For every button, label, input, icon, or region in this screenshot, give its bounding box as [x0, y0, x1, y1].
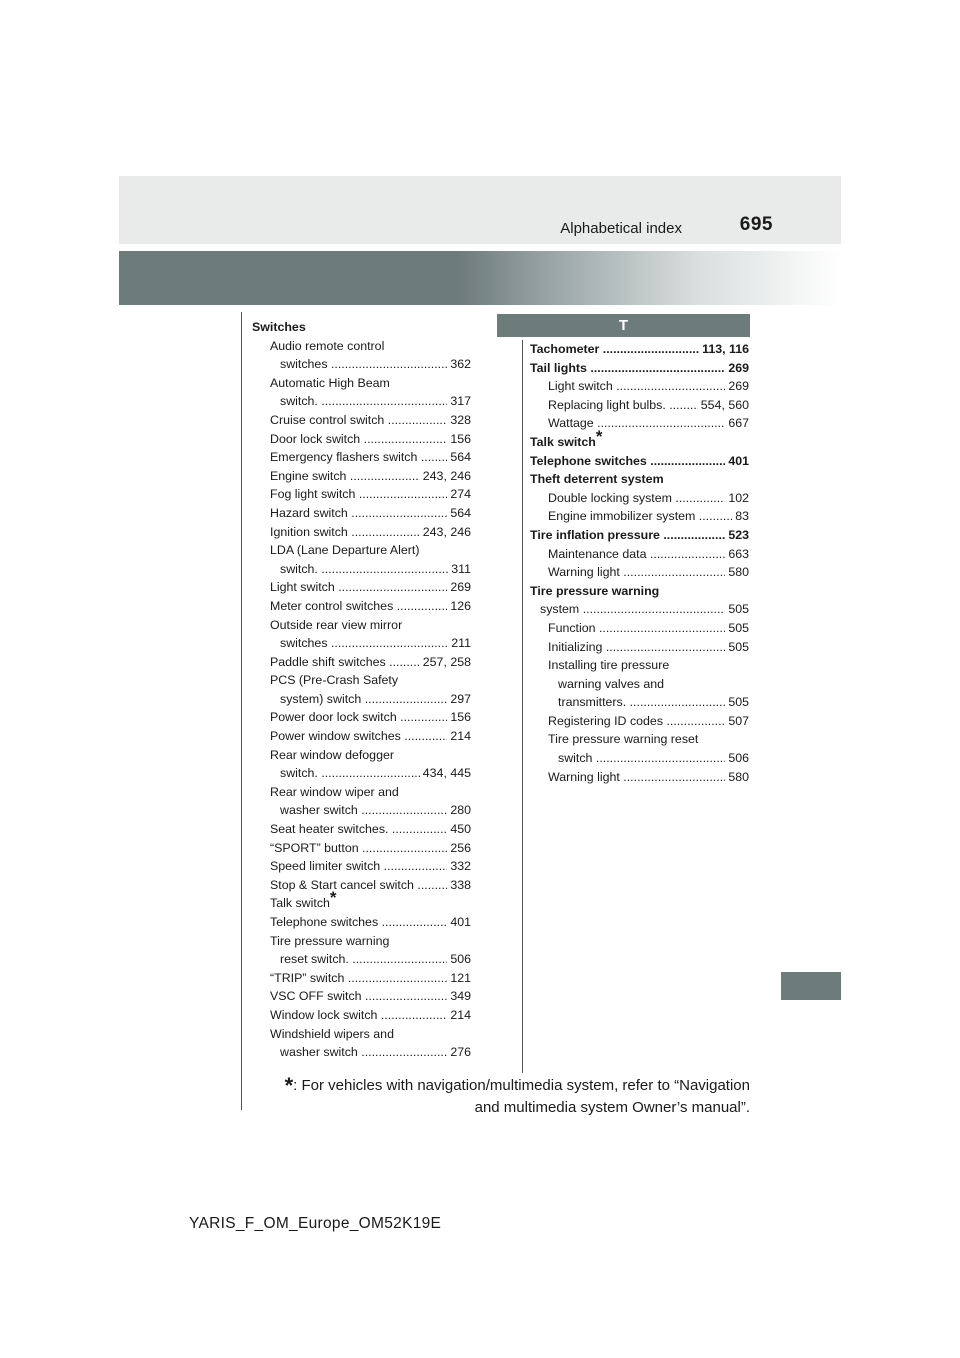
index-entry-text: switch. .....: [280, 392, 471, 411]
index-entry: [252, 690, 471, 709]
index-entry: [252, 448, 471, 467]
index-entry: [252, 634, 471, 653]
index-entry: [252, 541, 471, 560]
index-entry-page: 401: [447, 913, 471, 932]
index-entry-text: LDA (Lane Departure Alert): [270, 543, 420, 558]
index-entry-text: Tail lights .....: [530, 359, 749, 378]
index-entry-page: 156: [447, 708, 471, 727]
index-entry: [530, 749, 749, 768]
index-entry-page: 338: [447, 876, 471, 895]
index-entry: [252, 1006, 471, 1025]
index-entry: [252, 839, 471, 858]
index-entry-page: 663: [725, 545, 749, 564]
index-entry-page: 401: [725, 452, 749, 471]
page-header: [119, 176, 841, 244]
index-entry-page: 297: [447, 690, 471, 709]
index-entry: [252, 318, 471, 337]
index-entry-text: system .....: [540, 600, 749, 619]
index-entry-page: 667: [725, 414, 749, 433]
index-entry: [530, 582, 749, 601]
index-entry-text: switches .....: [280, 355, 471, 374]
footnote: [270, 1072, 750, 1119]
index-entry: [252, 653, 471, 672]
index-entry: [530, 730, 749, 749]
index-entry-text: switch .....: [558, 749, 749, 768]
index-entry-page: 269: [447, 578, 471, 597]
column-divider: [522, 340, 523, 1073]
footnote-line-1: [270, 1072, 750, 1097]
index-entry-page: 317: [447, 392, 471, 411]
index-entry: [252, 597, 471, 616]
document-id: YARIS_F_OM_Europe_OM52K19E: [189, 1215, 442, 1232]
index-entry-page: 506: [447, 950, 471, 969]
index-entry: [530, 693, 749, 712]
index-entry-text: Rear window defogger: [270, 747, 394, 762]
index-entry-page: 523: [725, 526, 749, 545]
index-entry: [252, 801, 471, 820]
index-entry-text: Window lock switch .....: [270, 1006, 471, 1025]
index-entry: [252, 1025, 471, 1044]
index-entry-page: 214: [447, 727, 471, 746]
index-entry-text: Rear window wiper and: [270, 784, 399, 799]
index-entry: [252, 913, 471, 932]
index-entry-page: 156: [447, 430, 471, 449]
index-entry-page: 362: [447, 355, 471, 374]
index-entry: [252, 430, 471, 449]
index-entry: [530, 470, 749, 489]
index-entry-page: 580: [725, 563, 749, 582]
index-entry: [530, 545, 749, 564]
index-entry: [530, 675, 749, 694]
index-entry: [252, 560, 471, 579]
index-entry: [530, 489, 749, 508]
index-entry: [252, 337, 471, 356]
index-entry: [252, 392, 471, 411]
index-entry: [252, 1043, 471, 1062]
index-entry-text: Tire pressure warning: [530, 583, 660, 598]
index-entry: [530, 638, 749, 657]
index-entry-page: 505: [725, 638, 749, 657]
index-entry-text: Talk switch*: [270, 888, 337, 911]
index-entry-text: Windshield wipers and: [270, 1026, 394, 1041]
index-entry: [530, 377, 749, 396]
index-entry-text: Stop & Start cancel switch .....: [270, 876, 471, 895]
index-entry-text: Engine switch .....: [270, 467, 471, 486]
section-side-tab: [781, 972, 841, 1000]
index-entry-page: 434, 445: [420, 764, 471, 783]
index-entry-text: Initializing .....: [548, 638, 749, 657]
index-entry-text: VSC OFF switch .....: [270, 987, 471, 1006]
index-entry-text: Power door lock switch .....: [270, 708, 471, 727]
index-entry-text: Emergency flashers switch .....: [270, 448, 471, 467]
index-entry: [530, 426, 749, 452]
index-entry-text: switch. .....: [280, 560, 471, 579]
index-entry: [530, 396, 749, 415]
index-entry-text: Replacing light bulbs. .....: [548, 396, 749, 415]
index-entry-text: Hazard switch .....: [270, 504, 471, 523]
footnote-reference-mark: *: [329, 888, 337, 908]
index-entry: [252, 764, 471, 783]
index-entry-text: “SPORT” button .....: [270, 839, 471, 858]
index-entry-page: 121: [447, 969, 471, 988]
index-entry: [530, 600, 749, 619]
index-entry-text: Light switch .....: [270, 578, 471, 597]
index-entry-page: 564: [447, 448, 471, 467]
index-column-left: [252, 318, 471, 1062]
footnote-text-1: : For vehicles with navigation/multimedia system, refer to “Navigation: [293, 1077, 750, 1094]
index-entry-text: Function .....: [548, 619, 749, 638]
index-entry: [530, 656, 749, 675]
index-entry: [252, 467, 471, 486]
index-entry: [252, 727, 471, 746]
index-entry: [530, 526, 749, 545]
index-entry-text: Seat heater switches. .....: [270, 820, 471, 839]
index-entry: [530, 414, 749, 433]
index-entry-text: Wattage .....: [548, 414, 749, 433]
index-entry-text: “TRIP” switch .....: [270, 969, 471, 988]
index-entry: [530, 768, 749, 787]
index-entry-text: Warning light .....: [548, 768, 749, 787]
index-entry-text: Outside rear view mirror: [270, 617, 403, 632]
index-entry-page: 505: [725, 619, 749, 638]
index-entry: [252, 950, 471, 969]
index-entry-text: washer switch .....: [280, 801, 471, 820]
index-entry-text: warning valves and: [558, 676, 665, 691]
index-entry: [252, 485, 471, 504]
index-entry: [252, 783, 471, 802]
index-entry: [530, 619, 749, 638]
header-band: [119, 251, 841, 305]
index-entry: [530, 563, 749, 582]
index-entry-page: 113, 116: [699, 340, 749, 359]
index-entry-text: reset switch. .....: [280, 950, 471, 969]
index-entry-page: 102: [725, 489, 749, 508]
index-entry: [530, 712, 749, 731]
index-entry-text: Double locking system .....: [548, 489, 749, 508]
index-entry: [252, 708, 471, 727]
index-entry-page: 505: [725, 600, 749, 619]
index-entry-page: 214: [447, 1006, 471, 1025]
index-entry-text: washer switch .....: [280, 1043, 471, 1062]
index-entry: [530, 359, 749, 378]
index-entry-text: Automatic High Beam: [270, 375, 390, 390]
index-entry-text: switches .....: [280, 634, 471, 653]
index-entry-text: Door lock switch .....: [270, 430, 471, 449]
index-entry-text: Maintenance data .....: [548, 545, 749, 564]
index-entry-text: Telephone switches .....: [270, 913, 471, 932]
index-entry-page: 554, 560: [698, 396, 749, 415]
index-entry: [252, 932, 471, 951]
footnote-mark: *: [284, 1073, 294, 1098]
index-entry-page: 280: [447, 801, 471, 820]
index-column-right: [530, 340, 749, 786]
footnote-line-2: and multimedia system Owner’s manual”.: [474, 1099, 750, 1116]
index-entry-text: Speed limiter switch .....: [270, 857, 471, 876]
index-entry-page: 450: [447, 820, 471, 839]
index-entry: [252, 671, 471, 690]
index-entry: [530, 340, 749, 359]
index-entry: [252, 523, 471, 542]
index-entry-text: Telephone switches .....: [530, 452, 749, 471]
index-entry: [252, 987, 471, 1006]
index-entry-text: Tire pressure warning: [270, 933, 390, 948]
index-entry-page: 269: [725, 359, 749, 378]
index-entry: [252, 857, 471, 876]
header-title: Alphabetical index: [560, 220, 682, 237]
index-entry: [252, 504, 471, 523]
index-entry: [530, 452, 749, 471]
index-entry-text: Tachometer .....: [530, 340, 749, 359]
index-entry: [252, 969, 471, 988]
index-entry: [252, 746, 471, 765]
index-entry-page: 580: [725, 768, 749, 787]
index-entry-page: 332: [447, 857, 471, 876]
index-entry-text: switch. .....: [280, 764, 471, 783]
index-entry-page: 507: [725, 712, 749, 731]
index-entry-page: 276: [447, 1043, 471, 1062]
index-entry-text: Installing tire pressure: [548, 658, 670, 673]
index-entry-page: 349: [447, 987, 471, 1006]
index-entry-page: 564: [447, 504, 471, 523]
index-entry-text: Talk switch*: [530, 426, 603, 449]
index-entry: [252, 411, 471, 430]
index-entry-text: Power window switches .....: [270, 727, 471, 746]
index-entry: [252, 876, 471, 895]
index-entry-page: 328: [447, 411, 471, 430]
section-letter: T: [497, 314, 750, 337]
index-entry-page: 243, 246: [420, 523, 471, 542]
index-entry-page: 311: [448, 560, 471, 579]
index-entry: [252, 820, 471, 839]
index-entry-page: 256: [447, 839, 471, 858]
index-entry: [252, 374, 471, 393]
index-entry-text: Ignition switch .....: [270, 523, 471, 542]
index-entry-text: Engine immobilizer system .....: [548, 507, 749, 526]
index-entry-text: PCS (Pre-Crash Safety: [270, 673, 399, 688]
index-entry-page: 243, 246: [420, 467, 471, 486]
index-entry-text: Tire inflation pressure .....: [530, 526, 749, 545]
index-entry-page: 274: [447, 485, 471, 504]
page-number: 695: [739, 214, 773, 235]
index-entry-text: Theft deterrent system: [530, 472, 664, 487]
index-entry: [252, 578, 471, 597]
index-entry-page: 211: [448, 634, 471, 653]
footnote-reference-mark: *: [595, 426, 603, 446]
index-entry-page: 257, 258: [420, 653, 471, 672]
index-entry: [252, 616, 471, 635]
index-entry-text: Audio remote control: [270, 338, 385, 353]
index-entry-text: system) switch .....: [280, 690, 471, 709]
index-entry-page: 126: [447, 597, 471, 616]
index-entry-text: Registering ID codes .....: [548, 712, 749, 731]
index-entry-page: 269: [725, 377, 749, 396]
index-entry-text: Light switch .....: [548, 377, 749, 396]
index-entry-text: Cruise control switch .....: [270, 411, 471, 430]
index-entry-text: Fog light switch .....: [270, 485, 471, 504]
index-entry-text: transmitters. .....: [558, 693, 749, 712]
index-entry: [530, 507, 749, 526]
index-entry: [252, 355, 471, 374]
index-entry-page: 505: [725, 693, 749, 712]
index-entry-text: Paddle shift switches .....: [270, 653, 471, 672]
index-entry-text: Warning light .....: [548, 563, 749, 582]
index-entry-text: Switches: [252, 320, 306, 334]
left-rule: [241, 312, 242, 1110]
index-entry: [252, 888, 471, 913]
index-entry-page: 83: [732, 507, 749, 526]
index-entry-text: Meter control switches .....: [270, 597, 471, 616]
index-entry-page: 506: [725, 749, 749, 768]
index-entry-text: Tire pressure warning reset: [548, 732, 699, 747]
